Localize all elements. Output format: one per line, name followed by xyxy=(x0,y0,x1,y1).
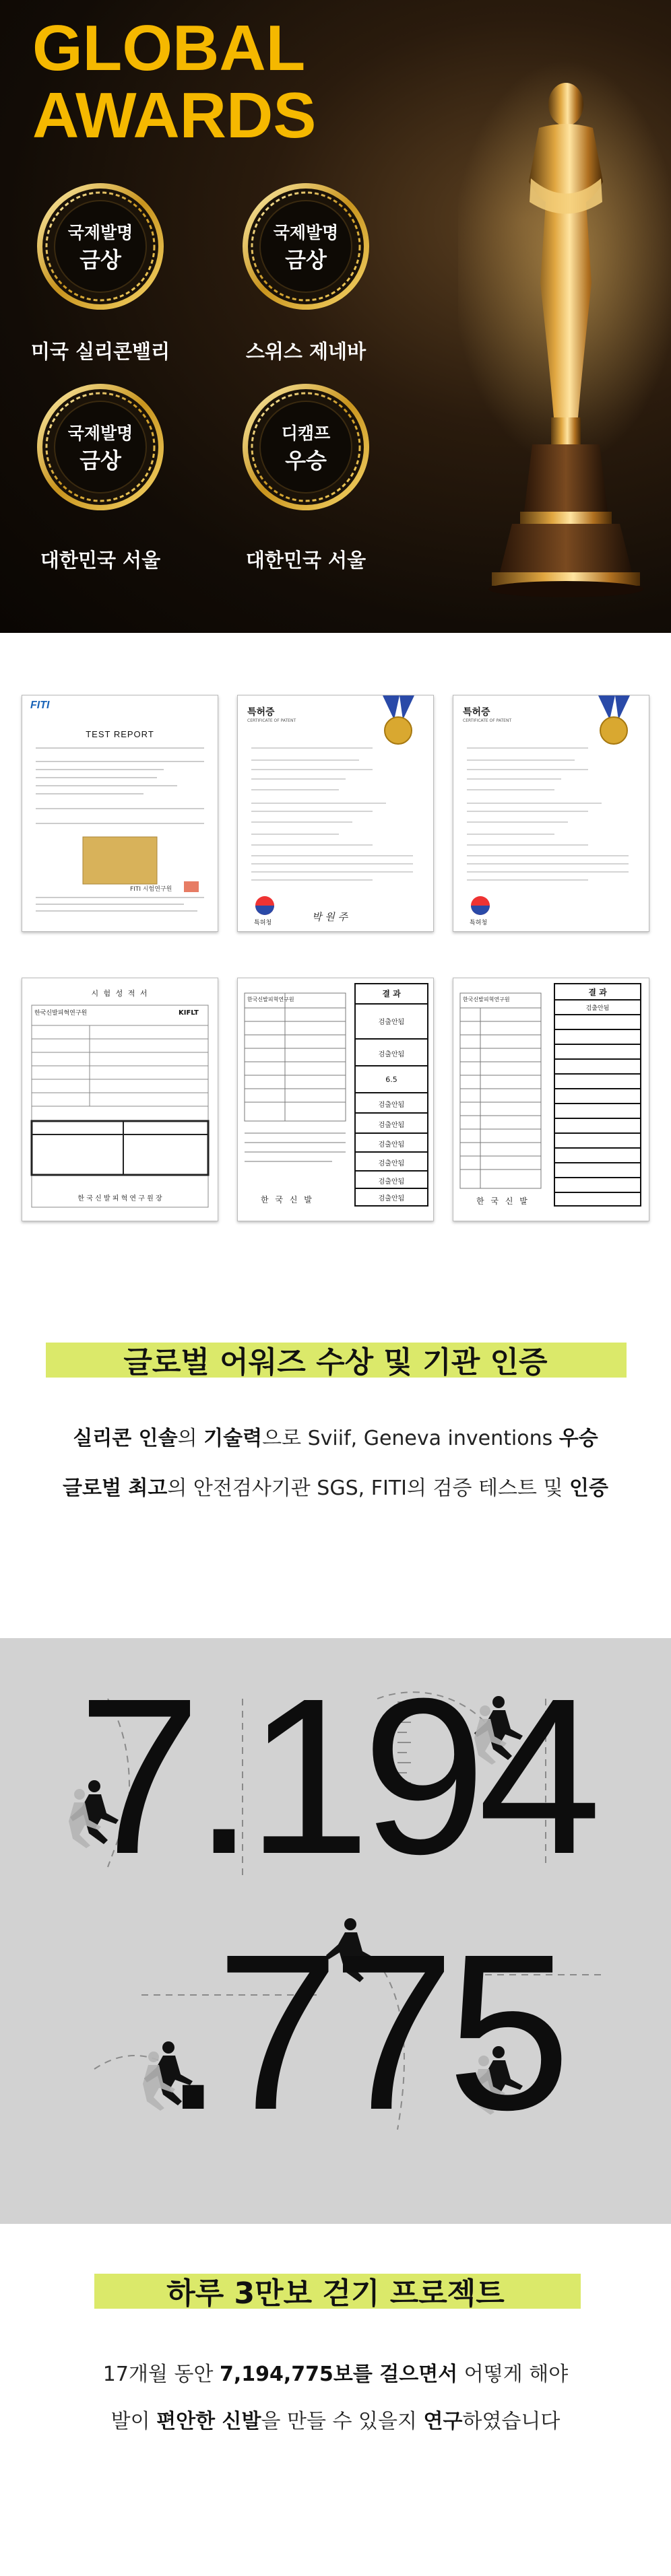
kitech-org: 한국신발피혁연구원 xyxy=(34,1010,88,1017)
text: 의 안전검사기관 SGS, FITI의 검증 테스트 및 xyxy=(167,1477,569,1500)
result2-footer: 한 국 신 발 xyxy=(261,1195,314,1205)
patent-2-title: 특허증 xyxy=(463,707,490,718)
result2-value-9: 검출안됨 xyxy=(378,1195,405,1202)
certificates-section xyxy=(0,633,671,1323)
medal-4-line2: 우승 xyxy=(285,448,327,473)
medal-2-caption: 스위스 제네바 xyxy=(245,340,366,363)
medal-4-line1: 디캠프 xyxy=(281,423,331,443)
text: 하였습니다 xyxy=(462,2410,561,2433)
result2-value-2: 검출안됨 xyxy=(378,1051,405,1058)
bold-text: 기술력 xyxy=(203,1427,263,1450)
text: 17개월 동안 xyxy=(102,2363,220,2386)
text: 을 만들 수 있을지 xyxy=(261,2410,424,2433)
medal-3-line2: 금상 xyxy=(79,448,121,473)
medal-1 xyxy=(36,182,165,311)
result2-value-6: 검출안됨 xyxy=(378,1141,405,1149)
bold-text: 7,194,775보를 걸으면서 xyxy=(219,2363,458,2386)
result2-value-1: 검출안됨 xyxy=(378,1019,405,1026)
step-count-line1: 7.194 xyxy=(77,1652,594,1900)
result2-value-8: 검출안됨 xyxy=(378,1178,405,1186)
step-count-line2: .775 xyxy=(162,1907,563,2156)
awards-certification-section xyxy=(0,1323,671,1638)
step-count-graphic xyxy=(0,1638,671,2224)
bold-text: 연구 xyxy=(423,2410,463,2433)
report-footer: FITI 시험연구원 xyxy=(130,886,172,893)
test-result-table-2-image xyxy=(453,978,649,1221)
awards-headline: 글로벌 어워즈 수상 및 기관 인증 xyxy=(123,1345,548,1380)
medal-2-line1: 국제발명 xyxy=(273,223,339,242)
bold-text: 실리콘 인솔 xyxy=(73,1427,178,1450)
patent-2-subtitle: CERTIFICATE OF PATENT xyxy=(463,718,512,723)
medal-1-line1: 국제발명 xyxy=(67,223,133,242)
walking-project-section xyxy=(0,2224,671,2576)
text: 의 xyxy=(177,1427,204,1450)
walking-description-line2 xyxy=(0,2404,671,2434)
medal-3-caption: 대한민국 서울 xyxy=(40,549,161,572)
walking-project-headline: 하루 3만보 걷기 프로젝트 xyxy=(166,2276,505,2311)
hero-title-line1: GLOBAL xyxy=(32,12,306,84)
medal-1-line2: 금상 xyxy=(79,247,121,273)
kitech-header: 시 험 성 적 서 xyxy=(91,989,149,998)
medal-4 xyxy=(241,382,371,512)
bold-text: 편안한 신발 xyxy=(156,2410,261,2433)
test-certificate-image xyxy=(22,978,218,1221)
fiti-test-report-image xyxy=(22,695,218,932)
result2-org: 한국신발피혁연구원 xyxy=(247,996,294,1003)
text: 어떻게 해야 xyxy=(457,2363,569,2386)
patent-2-issuer: 특허청 xyxy=(470,920,488,926)
patent-certificate-1-image xyxy=(237,695,434,932)
medal-2-line2: 금상 xyxy=(285,247,327,273)
awards-hero xyxy=(0,0,671,633)
patent-1-subtitle: CERTIFICATE OF PATENT xyxy=(247,718,296,723)
test-result-table-1-image xyxy=(237,978,434,1221)
walking-description-line1 xyxy=(0,2357,671,2387)
patent-1-signature: 박 원 주 xyxy=(312,911,348,923)
kitech-footer: 한 국 신 발 피 혁 연 구 원 장 xyxy=(77,1195,162,1202)
result2-value-5: 검출안됨 xyxy=(378,1122,405,1129)
patent-1-issuer: 특허청 xyxy=(254,920,272,926)
result3-org: 한국신발피혁연구원 xyxy=(463,996,510,1003)
medal-2 xyxy=(241,182,371,311)
bold-text: 우승 xyxy=(558,1427,598,1450)
medal-4-caption: 대한민국 서울 xyxy=(245,549,366,572)
trophy-icon xyxy=(458,40,671,633)
fiti-logo: FITI xyxy=(30,700,50,711)
result2-value-7: 검출안됨 xyxy=(378,1160,405,1167)
medal-3 xyxy=(36,382,165,512)
result2-value-4: 검출안됨 xyxy=(378,1101,405,1109)
bold-text: 글로벌 최고 xyxy=(63,1477,168,1500)
result3-header: 결 과 xyxy=(588,988,607,997)
text: 발이 xyxy=(110,2410,157,2433)
medal-1-caption: 미국 실리콘밸리 xyxy=(30,340,170,363)
hero-title-line2: AWARDS xyxy=(32,79,317,151)
awards-description-line2 xyxy=(0,1471,671,1501)
kitech-badge: KIFLT xyxy=(179,1009,199,1017)
bold-text: 인증 xyxy=(569,1477,608,1500)
awards-description-line1 xyxy=(0,1421,671,1451)
result2-value-3: 6.5 xyxy=(385,1075,397,1084)
medal-3-line1: 국제발명 xyxy=(67,423,133,443)
text: 으로 Sviif, Geneva inventions xyxy=(262,1427,559,1450)
report-title: TEST REPORT xyxy=(86,729,154,739)
hero-title xyxy=(32,12,317,151)
result3-footer: 한 국 신 발 xyxy=(476,1196,530,1206)
patent-1-title: 특허증 xyxy=(247,707,275,718)
result2-header: 결 과 xyxy=(382,989,401,998)
result3-value: 검출안됨 xyxy=(585,1005,610,1012)
patent-certificate-2-image xyxy=(453,695,649,932)
